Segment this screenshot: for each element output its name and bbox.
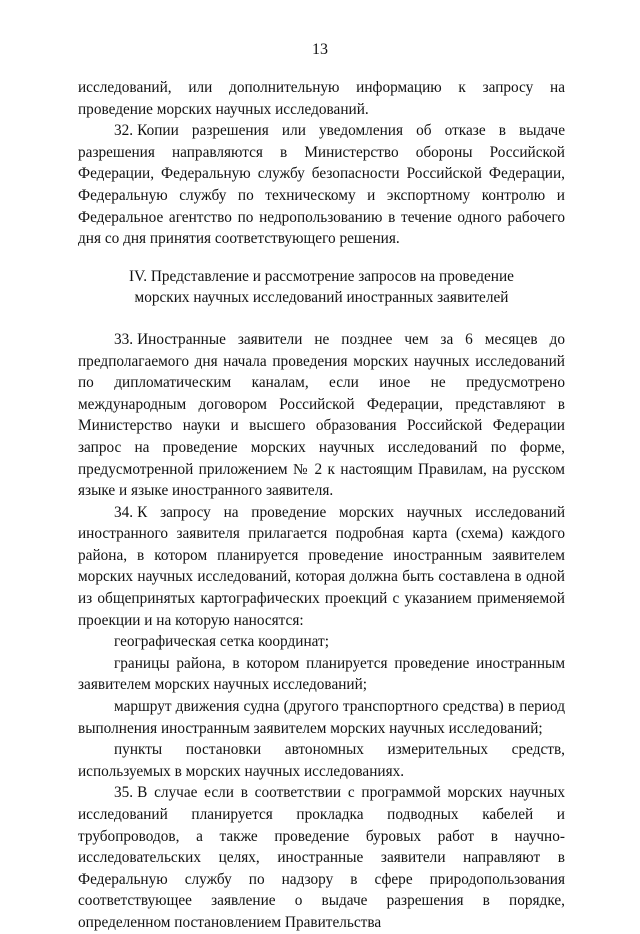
paragraph-text: географическая сетка координат; [114, 633, 329, 651]
section-heading-line-1: IV. Представление и рассмотрение запросов на проведение [129, 267, 514, 285]
paragraphs-after-heading [78, 329, 565, 934]
section-heading-line-2: морских научных исследований иностранных заявителей [134, 289, 509, 307]
paragraph-text: исследований, или дополнительную информацию к запросу на проведение морских научных исследований. [78, 79, 565, 118]
paragraph-number: 32. [114, 122, 134, 140]
paragraph-text: маршрут движения судна (другого транспортного средства) в период выполнения иностранным заявителем морских научных исследований; [78, 698, 565, 737]
section-heading [78, 266, 565, 309]
paragraph-number: 34. [114, 503, 134, 521]
page-number: 13 [312, 41, 328, 58]
paragraph-p34a [78, 631, 565, 653]
paragraph-p32 [78, 120, 565, 250]
paragraph-text: границы района, в котором планируется проведение иностранным заявителем морских научных исследований; [78, 654, 565, 694]
paragraph-text: Копии разрешения или уведомления об отказе в выдаче разрешения направляются в Министерство обороны Российской Федерации, Федеральную службу безопасности Российской Федерации, Федеральную службу по техническому и экспортному контролю и Федеральное агентство по недропользованию в течение одного рабочего дня со дня принятия соответствующего решения. [78, 122, 565, 248]
paragraph-p33 [78, 329, 565, 502]
paragraph-number: 35. [114, 784, 134, 802]
paragraphs-before-heading [78, 77, 565, 250]
paragraph-p34b [78, 653, 565, 696]
document-body [78, 77, 565, 934]
paragraph-p34 [78, 502, 565, 632]
paragraph-text: К запросу на проведение морских научных исследований иностранного заявителя прилагается подробная карта (схема) каждого района, в котором планируется проведение иностранным заявителем морских научных исследований, которая должна быть составлена в одной из общепринятых картографических проекций с указанием применяемой проекции и на которую наносятся: [78, 503, 565, 629]
paragraph-number: 33. [114, 330, 134, 348]
paragraph-cont [78, 77, 565, 120]
paragraph-text: Иностранные заявители не позднее чем за 6 месяцев до предполагаемого дня начала проведения морских научных исследований по дипломатическим каналам, если иное не предусмотрено международным договором Российской Федерации, представляют в Министерство науки и высшего образования Российской Федерации запрос на проведение морских научных исследований по форме, предусмотренной приложением № 2 к настоящим Правилам, на русском языке и языке иностранного заявителя. [78, 330, 565, 500]
paragraph-p34d [78, 739, 565, 782]
paragraph-p34c [78, 696, 565, 739]
paragraph-text: пункты постановки автономных измерительных средств, используемых в морских научных исследованиях. [78, 741, 565, 780]
paragraph-text: В случае если в соответствии с программой морских научных исследований планируется прокладка подводных кабелей и трубопроводов, а также проведение буровых работ в научно-исследовательских целях, иностранные заявители направляют в Федеральную службу по надзору в сфере природопользования соответствующее заявление о выдаче разрешения в порядке, определенном постановлением Правительства [78, 784, 565, 931]
paragraph-p35 [78, 782, 565, 933]
